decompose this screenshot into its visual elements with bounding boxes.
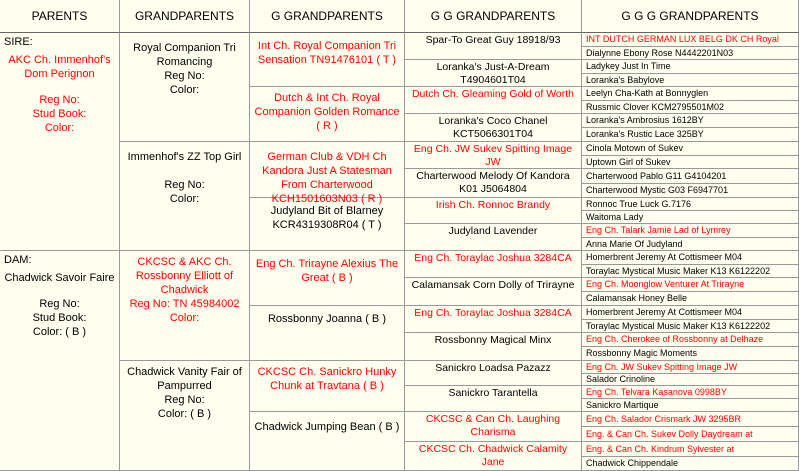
ggg-grandparent: Charterwood Pablo G11 G4104201 bbox=[582, 169, 799, 184]
dam-color: Color: ( B ) bbox=[32, 326, 87, 338]
great-grandparent-5: Eng Ch. Trirayne Alexius The Great ( B ) bbox=[250, 251, 405, 306]
ggg-grandparent: Homerbrent Jeremy At Cottismeer M04 bbox=[582, 251, 799, 265]
header-grandparents: GRANDPARENTS bbox=[120, 0, 250, 33]
ggg-grandparent: Charterwood Mystic G03 F6947701 bbox=[582, 184, 799, 198]
ggg-grandparent: Chadwick Chippendale bbox=[582, 457, 799, 471]
ggg-grandparent: Loranka's Ambrosius 1612BY bbox=[582, 114, 799, 128]
ggg-grandparent: Waitoma Lady bbox=[582, 211, 799, 224]
ggg-grandparent: Loranka's Rustic Lace 325BY bbox=[582, 128, 799, 142]
grandparent-2 bbox=[120, 142, 250, 251]
sire-name: AKC Ch. Immenhof's Dom Perignon bbox=[8, 54, 111, 80]
ggg-grandparent: Eng Ch. Moonglow Venturer At Trirayne bbox=[582, 278, 799, 292]
ggg-grandparent: Uptown Girl of Sukev bbox=[582, 156, 799, 169]
great-grandparent-8: Chadwick Jumping Bean ( B ) bbox=[250, 412, 405, 471]
grandparent-1 bbox=[120, 33, 250, 142]
ggg-grandparent: Eng. & Can Ch. Sukev Dolly Daydream at bbox=[582, 427, 799, 442]
sire-color: Color: bbox=[44, 122, 75, 134]
ggg-grandparent: Cinola Motown of Sukev bbox=[582, 142, 799, 156]
ggg-grandparent: Eng Ch. Salador Crismark JW 3295BR bbox=[582, 412, 799, 427]
header-g-grandparents: G GRANDPARENTS bbox=[250, 0, 405, 33]
ggg-grandparent: Eng Ch. Cherokee of Rossbonny at Delhaze bbox=[582, 333, 799, 347]
ggg-grandparent: Salador Crinoline bbox=[582, 374, 799, 386]
grandparent-name: Royal Companion Tri Romancing bbox=[133, 42, 236, 68]
great-grandparent-3: German Club & VDH Ch Kandora Just A Statesman From Charterwood KCH1501603N03 ( R ) bbox=[250, 142, 405, 198]
grandparent-reg: Reg No: TN 45984002 bbox=[129, 298, 240, 310]
grandparent-name: Immenhof's ZZ Top Girl bbox=[127, 151, 242, 163]
gg-grandparent: Spar-To Great Guy 18918/93 bbox=[405, 33, 582, 60]
gg-grandparent: Eng Ch. Toraylac Joshua 3284CA bbox=[405, 306, 582, 333]
grandparent-reg: Reg No: bbox=[164, 70, 205, 82]
header-parents: PARENTS bbox=[0, 0, 120, 33]
ggg-grandparent: Eng Ch. Telvara Kasanova 0998BY bbox=[582, 386, 799, 399]
sire-stud: Stud Book: bbox=[32, 108, 87, 120]
sire-label: SIRE: bbox=[4, 36, 33, 48]
dam-name: Chadwick Savoir Faire bbox=[4, 272, 115, 284]
gg-grandparent: Judyland Lavender bbox=[405, 224, 582, 251]
header-gg-grandparents: G G GRANDPARENTS bbox=[405, 0, 582, 33]
ggg-grandparent: Rossbonny Magic Moments bbox=[582, 347, 799, 361]
gg-grandparent: Sanickro Tarantella bbox=[405, 386, 582, 412]
ggg-grandparent: Toraylac Mystical Music Maker K13 K6122202 bbox=[582, 265, 799, 278]
grandparent-4 bbox=[120, 361, 250, 471]
grandparent-reg: Reg No: bbox=[164, 179, 205, 191]
gg-grandparent: Calamansak Corn Dolly of Trirayne bbox=[405, 278, 582, 306]
gg-grandparent: CKCSC & Can Ch. Laughing Charisma bbox=[405, 412, 582, 442]
grandparent-reg: Reg No: bbox=[164, 394, 205, 406]
ggg-grandparent: Dialynne Ebony Rose N4442201N03 bbox=[582, 47, 799, 60]
ggg-grandparent: Ladykey Just In Time bbox=[582, 60, 799, 74]
grandparent-name: Chadwick Vanity Fair of Pampurred bbox=[127, 366, 242, 392]
ggg-grandparent: Leelyn Cha-Kath at Bonnyglen bbox=[582, 87, 799, 101]
gg-grandparent: Eng Ch. Toraylac Joshua 3284CA bbox=[405, 251, 582, 278]
ggg-grandparent: Loranka's Babylove bbox=[582, 74, 799, 87]
grandparent-3 bbox=[120, 251, 250, 361]
ggg-grandparent: Eng. & Can Ch. Kindrum Sylvester at bbox=[582, 442, 799, 457]
ggg-grandparent: Calamansak Honey Belle bbox=[582, 292, 799, 306]
grandparent-name: CKCSC & AKC Ch. Rossbonny Elliott of Chadwick bbox=[135, 256, 234, 296]
great-grandparent-4: Judyland Bit of Blarney KCR4319308R04 ( T ) bbox=[250, 198, 405, 251]
grandparent-color: Color: bbox=[169, 84, 200, 96]
ggg-grandparent: Anna Marie Of Judyland bbox=[582, 238, 799, 251]
gg-grandparent: CKCSC Ch. Chadwick Calamity Jane bbox=[405, 442, 582, 471]
ggg-grandparent: Ronnoc True Luck G.7176 bbox=[582, 198, 799, 211]
gg-grandparent: Loranka's Just-A-Dream T4904601T04 bbox=[405, 60, 582, 87]
gg-grandparent: Sanickro Loadsa Pazazz bbox=[405, 361, 582, 386]
sire-cell bbox=[0, 33, 120, 251]
great-grandparent-1: Int Ch. Royal Companion Tri Sensation TN91476101 ( T ) bbox=[250, 33, 405, 87]
dam-stud: Stud Book: bbox=[32, 312, 87, 324]
gg-grandparent: Irish Ch. Ronnoc Brandy bbox=[405, 198, 582, 224]
dam-reg: Reg No: bbox=[39, 298, 80, 310]
ggg-grandparent: INT DUTCH GERMAN LUX BELG DK CH Royal bbox=[582, 33, 799, 47]
ggg-grandparent: Toraylac Mystical Music Maker K13 K6122202 bbox=[582, 320, 799, 333]
great-grandparent-7: CKCSC Ch. Sanickro Hunky Chunk at Travtana ( B ) bbox=[250, 361, 405, 412]
ggg-grandparent: Eng Ch. Talark Jamie Lad of Lymrey bbox=[582, 224, 799, 238]
dam-cell bbox=[0, 251, 120, 471]
ggg-grandparent: Sanickro Martique bbox=[582, 399, 799, 412]
gg-grandparent: Loranka's Coco Chanel KCT5066301T04 bbox=[405, 114, 582, 142]
grandparent-color: Color: ( B ) bbox=[157, 408, 212, 420]
header-ggg-grandparents: G G G GRANDPARENTS bbox=[582, 0, 799, 33]
ggg-grandparent: Homerbrent Jeremy At Cottismeer M04 bbox=[582, 306, 799, 320]
dam-label: DAM: bbox=[4, 254, 32, 266]
great-grandparent-2: Dutch & Int Ch. Royal Companion Golden Romance ( R ) bbox=[250, 87, 405, 142]
gg-grandparent: Rossbonny Magical Minx bbox=[405, 333, 582, 361]
gg-grandparent: Charterwood Melody Of Kandora K01 J5064804 bbox=[405, 169, 582, 198]
ggg-grandparent: Eng Ch. JW Sukev Spitting Image JW bbox=[582, 361, 799, 374]
gg-grandparent: Dutch Ch. Gleaming Gold of Worth bbox=[405, 87, 582, 114]
sire-reg: Reg No: bbox=[39, 94, 80, 106]
gg-grandparent: Eng Ch. JW Sukev Spitting Image JW bbox=[405, 142, 582, 169]
great-grandparent-6: Rossbonny Joanna ( B ) bbox=[250, 306, 405, 361]
grandparent-color: Color: bbox=[169, 312, 200, 324]
ggg-grandparent: Russmic Clover KCM2795501M02 bbox=[582, 101, 799, 114]
grandparent-color: Color: bbox=[169, 193, 200, 205]
